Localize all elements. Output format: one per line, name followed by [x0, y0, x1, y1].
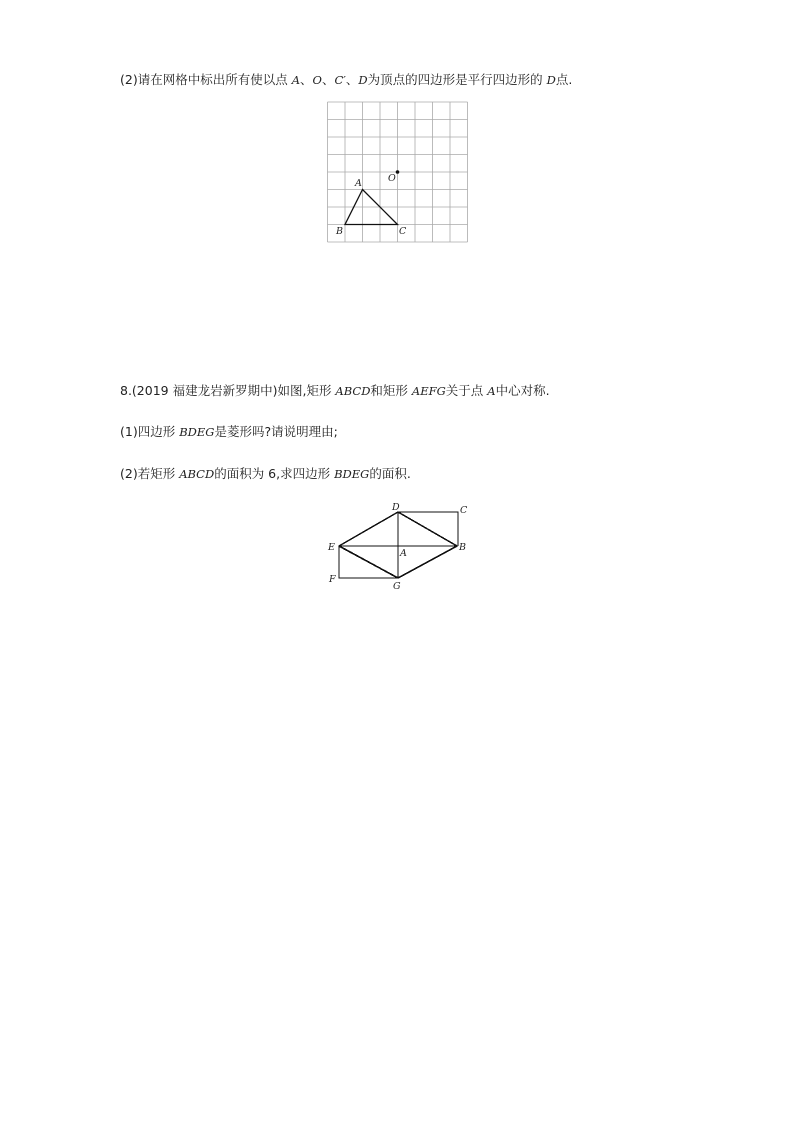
- point-d-label-2: D: [546, 73, 556, 87]
- point-c-prime-label: C′: [334, 73, 346, 87]
- separator: 、: [300, 72, 313, 87]
- q8-part1-suffix: 是菱形吗?请说明理由;: [214, 424, 338, 439]
- rh-label-e: E: [328, 542, 335, 553]
- q8-part2-mid: 的面积为 6,求四边形: [214, 466, 335, 481]
- x-ed-diag-line: [339, 512, 398, 546]
- q7-prefix: (2)请在网格中标出所有使以点: [120, 72, 292, 87]
- label-o: O: [388, 173, 396, 184]
- cross-diag-eg-last: [339, 546, 398, 578]
- rh-label-g: G: [393, 581, 401, 592]
- q7-part2-text: [120, 72, 572, 88]
- q8-mid2: 关于点: [445, 383, 488, 398]
- label-a: A: [355, 178, 362, 189]
- q7-suffix: 点.: [555, 72, 573, 87]
- center-point-label: A: [487, 384, 496, 398]
- q8-mid: 和矩形: [370, 383, 412, 398]
- shape-bdeg-label-2: BDEG: [334, 467, 370, 481]
- shape-bdeg-label: BDEG: [179, 425, 215, 439]
- grid-figure: [320, 96, 475, 246]
- rect-abcd-label-2: ABCD: [179, 467, 215, 481]
- rh-label-c: C: [460, 505, 468, 516]
- separator: 、: [345, 72, 359, 87]
- rect-aefg-label: AEFG: [411, 384, 446, 398]
- q8-part2-prefix: (2)若矩形: [120, 466, 180, 481]
- q7-mid: 为顶点的四边形是平行四边形的: [367, 72, 547, 87]
- q8-heading: [120, 383, 550, 399]
- rh-label-b: B: [459, 542, 466, 553]
- q8-part1-prefix: (1)四边形: [120, 424, 180, 439]
- rh-label-f: F: [329, 574, 336, 585]
- point-d-label: D: [358, 73, 368, 87]
- point-a-label: A: [291, 73, 300, 87]
- q8-part1: [120, 424, 338, 440]
- q8-prefix: 8.(2019 福建龙岩新罗期中)如图,矩形: [120, 383, 336, 398]
- rect-abcd-label: ABCD: [335, 384, 371, 398]
- q8-part2-suffix: 的面积.: [369, 466, 411, 481]
- cross-diag-db-last: [398, 512, 457, 546]
- point-o-label: O: [312, 73, 322, 87]
- point-o: [396, 170, 400, 174]
- label-b: B: [336, 226, 343, 237]
- separator: 、: [321, 72, 335, 87]
- rh-label-a: A: [400, 548, 407, 559]
- rhombus-figure: [320, 500, 480, 592]
- q8-part2: [120, 466, 411, 482]
- label-c: C: [399, 226, 407, 237]
- rh-label-d: D: [392, 502, 400, 513]
- q8-suffix: 中心对称.: [495, 383, 550, 398]
